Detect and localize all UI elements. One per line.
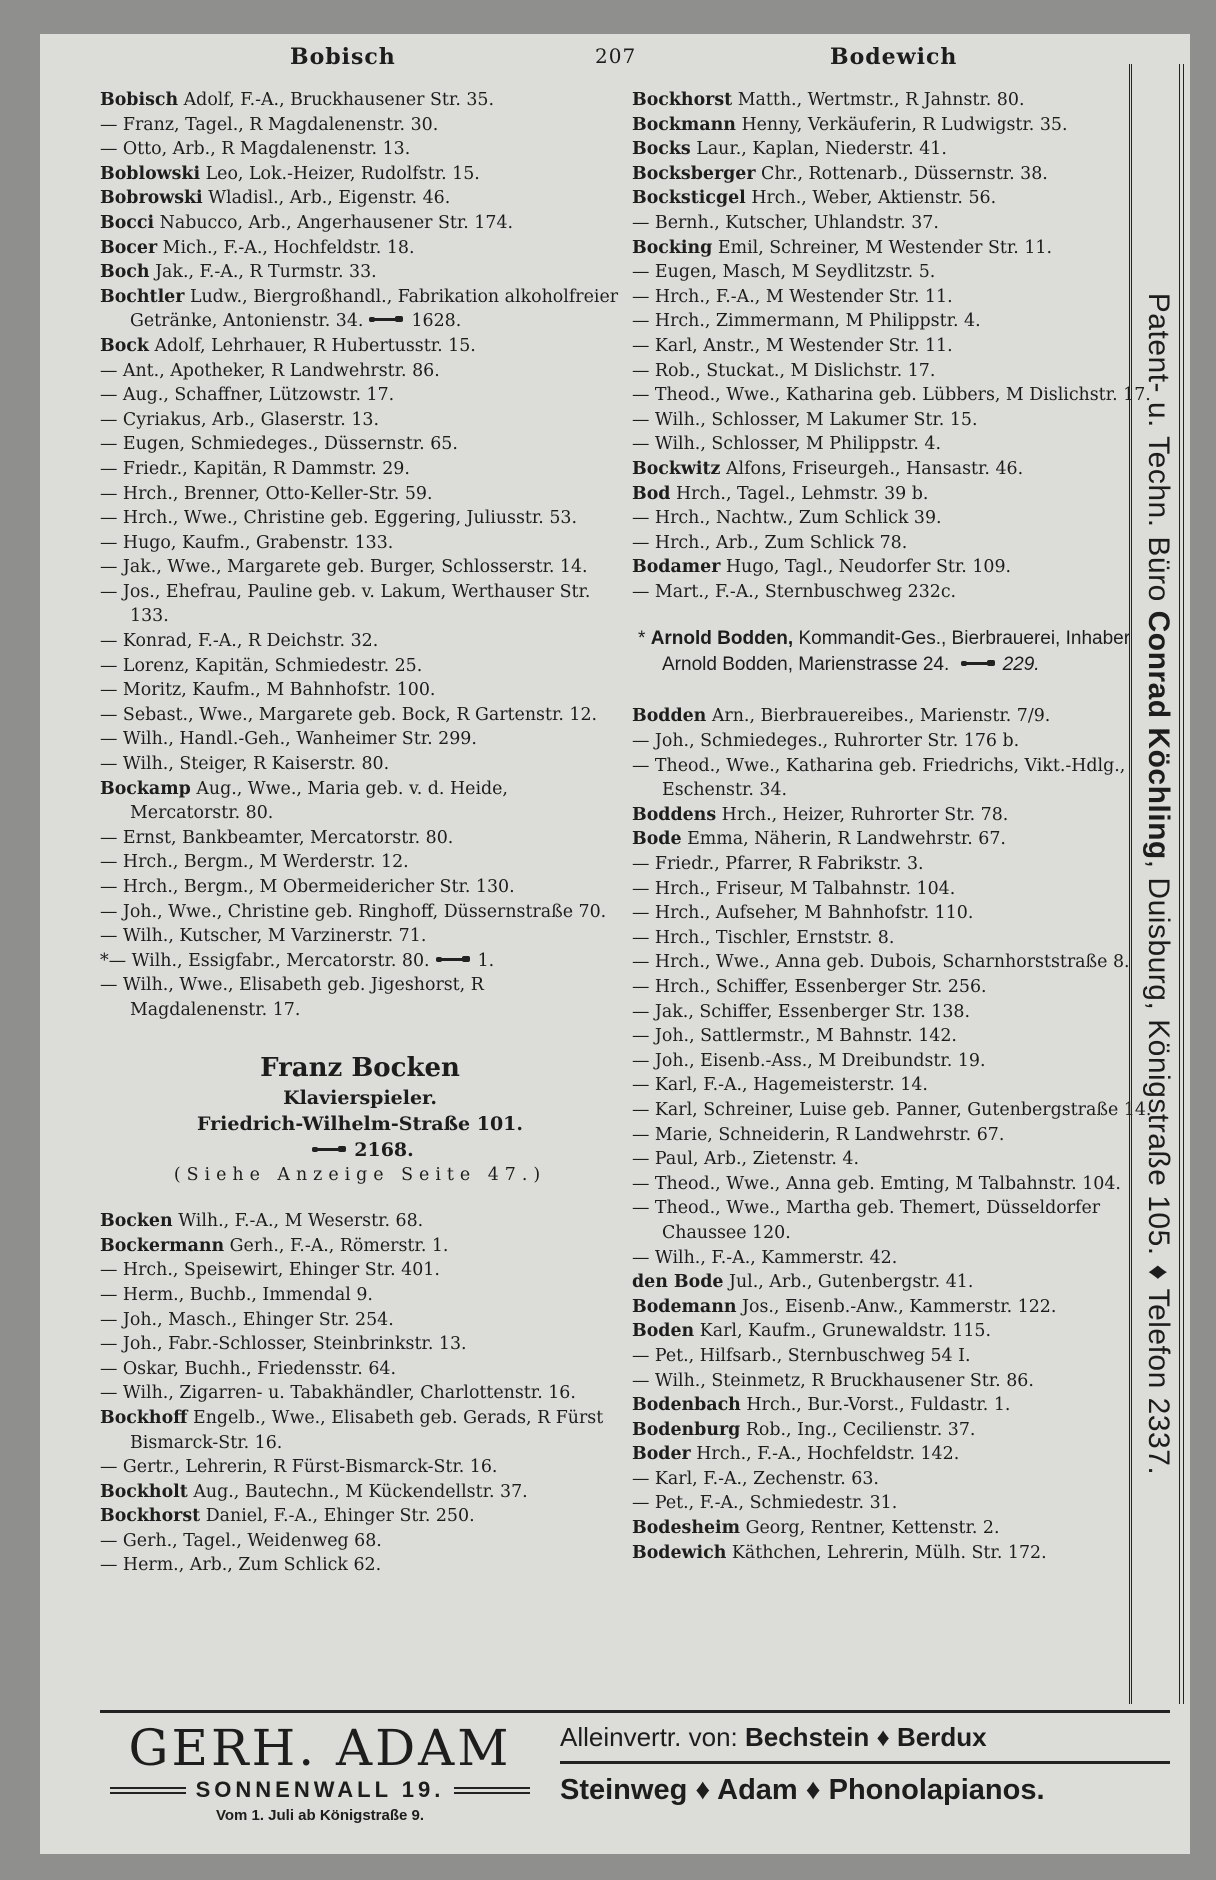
telephone-icon [312, 1144, 348, 1154]
footer-line1-prefix: Alleinvertr. von: [560, 1722, 738, 1752]
footer-company: GERH. ADAM [128, 1719, 512, 1777]
footer-divider [560, 1761, 1170, 1764]
entry-details: — Eugen, Masch, M Seydlitzstr. 5. [632, 262, 936, 283]
entry-details: Hrch., Heizer, Ruhrorter Str. 78. [721, 804, 1009, 825]
entry-surname: Bockwitz [632, 458, 721, 479]
entry-surname: Bod [632, 483, 671, 504]
entry-details: Jul., Arb., Gutenbergstr. 41. [728, 1272, 974, 1293]
entry-surname: Boddens [632, 804, 717, 825]
directory-entry [632, 309, 1152, 334]
directory-entry [632, 827, 1152, 852]
directory-entry [100, 334, 620, 359]
banner-rule [1179, 64, 1184, 1704]
entry-details: — Theod., Wwe., Anna geb. Emting, M Talbahnstr. 104. [632, 1173, 1121, 1194]
entry-details: Engelb., Wwe., Elisabeth geb. Gerads, R Fürst Bismarck-Str. 16. [130, 1407, 604, 1453]
entry-surname: Bode [632, 829, 682, 850]
entry-details: — Joh., Eisenb.-Ass., M Dreibundstr. 19. [632, 1050, 986, 1071]
directory-entry [100, 654, 620, 679]
entry-details: — Joh., Wwe., Christine geb. Ringhoff, Düssernstraße 70. [100, 901, 607, 922]
directory-entry [632, 88, 1152, 113]
left-column [100, 88, 620, 1578]
entry-details: — Ernst, Bankbeamter, Mercatorstr. 80. [100, 827, 454, 848]
entry-phone: 1. [477, 950, 495, 971]
directory-entry [100, 137, 620, 162]
directory-entry [100, 1480, 620, 1505]
entry-details: — Herm., Buchb., Immendal 9. [100, 1284, 373, 1305]
entry-surname: Bocer [100, 237, 158, 258]
directory-entry [100, 506, 620, 531]
entry-details: — Gerh., Tagel., Weidenweg 68. [100, 1530, 382, 1551]
directory-entry [100, 88, 620, 113]
entry-surname: Bobisch [100, 90, 179, 110]
directory-entry [632, 1516, 1152, 1541]
directory-entry [632, 359, 1152, 384]
entry-details: Alfons, Friseurgeh., Hansastr. 46. [725, 458, 1024, 479]
entry-surname: Bockmann [632, 114, 736, 135]
entry-details: — Pet., Hilfsarb., Sternbuschweg 54 I. [632, 1345, 971, 1366]
entry-details: Käthchen, Lehrerin, Mülh. Str. 172. [731, 1542, 1047, 1563]
entry-details: — Jak., Schiffer, Essenberger Str. 138. [632, 1001, 971, 1022]
ad-note: (Siehe Anzeige Seite 47.) [173, 1164, 547, 1185]
directory-entry [632, 1491, 1152, 1516]
directory-entry [632, 1467, 1152, 1492]
entry-details: Adolf, F.-A., Bruckhausener Str. 35. [183, 90, 495, 110]
entry-details: Ludw., Biergroßhandl., Fabrikation alkoholfreier Getränke, Antonienstr. 34. [130, 286, 619, 332]
directory-entry [100, 383, 620, 408]
footer-address-line [110, 1777, 530, 1803]
entry-details: — Hrch., Wwe., Christine geb. Eggering, Juliusstr. 53. [100, 508, 578, 529]
entry-surname: Bodesheim [632, 1518, 741, 1539]
entry-details: — Konrad, F.-A., R Deichstr. 32. [100, 631, 379, 652]
directory-entry [100, 457, 620, 482]
entry-details: Rob., Ing., Cecilienstr. 37. [745, 1419, 976, 1440]
directory-entry [632, 1000, 1152, 1025]
directory-entry [632, 1319, 1152, 1344]
entry-surname: Bodden [632, 706, 707, 727]
directory-entry [100, 1406, 620, 1455]
directory-entry [632, 1098, 1152, 1123]
entry-surname: Bodenburg [632, 1419, 741, 1440]
entry-details: — Sebast., Wwe., Margarete geb. Bock, R Gartenstr. 12. [100, 704, 598, 725]
entry-details: — Mart., F.-A., Sternbuschweg 232c. [632, 581, 957, 602]
ad-name: Franz Bocken [260, 1052, 460, 1083]
entry-surname: Bockhoff [100, 1407, 188, 1428]
entry-details: — Paul, Arb., Zietenstr. 4. [632, 1149, 859, 1170]
directory-page [40, 34, 1190, 1854]
entry-details: Karl, Kaufm., Grunewaldstr. 115. [699, 1321, 992, 1342]
entry-details: *— Wilh., Essigfabr., Mercatorstr. 80. [100, 950, 430, 971]
directory-entry [100, 1332, 620, 1357]
entry-details: — Lorenz, Kapitän, Schmiedestr. 25. [100, 655, 423, 676]
left-entries [100, 88, 620, 1023]
entry-surname: Boder [632, 1444, 691, 1465]
entry-details: — Eugen, Schmiedeges., Düssernstr. 65. [100, 434, 458, 455]
directory-entry [632, 1147, 1152, 1172]
directory-entry [100, 211, 620, 236]
directory-entry [100, 900, 620, 925]
footer-address: SONNENWALL 19. [195, 1777, 445, 1802]
directory-entry [632, 113, 1152, 138]
entry-surname: Boden [632, 1321, 695, 1342]
entry-details: Aug., Wwe., Maria geb. v. d. Heide, Mercatorstr. 80. [130, 778, 508, 824]
entry-details: — Ant., Apotheker, R Landwehrstr. 86. [100, 360, 440, 381]
entry-details: — Wilh., Kutscher, M Varzinerstr. 71. [100, 926, 427, 947]
entry-details: — Hrch., Tischler, Ernststr. 8. [632, 927, 895, 948]
directory-entry [632, 260, 1152, 285]
entry-details: — Hrch., Brenner, Otto-Keller-Str. 59. [100, 483, 433, 504]
directory-entry [100, 1308, 620, 1333]
entry-details: — Franz, Tagel., R Magdalenenstr. 30. [100, 114, 439, 135]
directory-entry [632, 1123, 1152, 1148]
right-column [632, 88, 1152, 1565]
entry-details: — Hrch., Aufseher, M Bahnhofstr. 110. [632, 903, 974, 924]
entry-details: — Hrch., Friseur, M Talbahnstr. 104. [632, 878, 956, 899]
entry-details: — Hrch., Schiffer, Essenberger Str. 256. [632, 977, 987, 997]
entry-surname: Bochtler [100, 286, 185, 307]
directory-entry [100, 826, 620, 851]
directory-entry [100, 1455, 620, 1480]
entry-details: — Gertr., Lehrerin, R Fürst-Bismarck-Str. 16. [100, 1457, 498, 1478]
footer-moving-notice: Vom 1. Juli ab Königstraße 9. [215, 1807, 425, 1824]
directory-entry [100, 1209, 620, 1234]
entry-details: — Wilh., F.-A., Kammerstr. 42. [632, 1247, 898, 1268]
entry-surname: Bockamp [100, 778, 191, 799]
directory-entry [632, 1344, 1152, 1369]
footer-line1 [560, 1719, 1170, 1755]
entry-surname: Bodenbach [632, 1395, 741, 1416]
entry-details: — Wilh., Schlosser, M Philippstr. 4. [632, 434, 942, 455]
directory-entry [632, 852, 1152, 877]
entry-details: — Pet., F.-A., Schmiedestr. 31. [632, 1493, 898, 1514]
directory-entry [100, 678, 620, 703]
entry-details: Nabucco, Arb., Angerhausener Str. 174. [159, 212, 514, 233]
entry-details: — Herm., Arb., Zum Schlick 62. [100, 1555, 382, 1576]
directory-entry [100, 1504, 620, 1529]
entry-details: — Jos., Ehefrau, Pauline geb. v. Lakum, Werthauser Str. 133. [100, 581, 591, 627]
entry-details: — Joh., Masch., Ehinger Str. 254. [100, 1309, 394, 1330]
entry-surname: Bockholt [100, 1481, 188, 1502]
directory-entry [100, 1553, 620, 1578]
header-right-keyword: Bodewich [830, 44, 958, 70]
directory-entry [632, 580, 1152, 605]
entry-details: Arn., Bierbrauereibes., Marienstr. 7/9. [711, 706, 1051, 727]
entry-details: Jak., F.-A., R Turmstr. 33. [155, 262, 377, 283]
footer-rule-right [454, 1787, 530, 1794]
entry-details: Wladisl., Arb., Eigenstr. 46. [208, 188, 451, 209]
entry-details: — Hrch., Nachtw., Zum Schlick 39. [632, 508, 942, 529]
ad-phone: 2168. [354, 1138, 414, 1161]
banner-part3: , Duisburg, Königstraße 105. ♦ Telefon 2337. [1142, 859, 1175, 1476]
directory-entry [632, 383, 1152, 408]
entry-details: — Karl, F.-A., Hagemeisterstr. 14. [632, 1075, 928, 1096]
entry-details: — Joh., Fabr.-Schlosser, Steinbrinkstr. 13. [100, 1334, 467, 1355]
entry-surname: Bocksberger [632, 163, 756, 184]
directory-entry [100, 973, 620, 1022]
directory-entry [632, 506, 1152, 531]
directory-entry [100, 531, 620, 556]
directory-entry [632, 555, 1152, 580]
entry-surname: Bockhorst [632, 90, 733, 110]
entry-surname: Boch [100, 262, 150, 283]
entry-details: — Hrch., Arb., Zum Schlick 78. [632, 532, 908, 553]
banner-text [1141, 293, 1175, 1475]
directory-entry [632, 211, 1152, 236]
directory-entry [632, 285, 1152, 310]
entry-details: — Wilh., Handl.-Geh., Wanheimer Str. 299. [100, 729, 477, 750]
entry-details: — Marie, Schneiderin, R Landwehrstr. 67. [632, 1124, 1005, 1145]
footer-line1-brands: Bechstein ♦ Berdux [744, 1722, 987, 1752]
directory-entry [100, 850, 620, 875]
entry-surname: Bocci [100, 212, 155, 233]
directory-entry [100, 408, 620, 433]
ad-bodden-prefix: * [638, 628, 651, 650]
telephone-icon [961, 658, 997, 668]
entry-details: — Friedr., Pfarrer, R Fabrikstr. 3. [632, 854, 924, 875]
directory-entry [632, 950, 1152, 975]
directory-entry [100, 580, 620, 629]
directory-entry [632, 162, 1152, 187]
telephone-icon [369, 314, 405, 324]
entry-surname: Boblowski [100, 163, 201, 184]
entry-details: Mich., F.-A., Hochfeldstr. 18. [162, 237, 415, 258]
directory-entry [100, 236, 620, 261]
directory-entry [632, 408, 1152, 433]
footer-advertisement [100, 1710, 1170, 1833]
directory-entry [100, 1283, 620, 1308]
entry-surname: Bodewich [632, 1542, 727, 1563]
entry-details: Daniel, F.-A., Ehinger Str. 250. [205, 1506, 475, 1527]
ad-bodden-name: Arnold Bodden, [650, 628, 794, 650]
directory-entry [632, 236, 1152, 261]
entry-details: Jos., Eisenb.-Anw., Kammerstr. 122. [742, 1296, 1057, 1317]
directory-entry [100, 875, 620, 900]
directory-entry [632, 482, 1152, 507]
entry-details: — Karl, Schreiner, Luise geb. Panner, Gutenbergstraße 14. [632, 1099, 1152, 1120]
directory-entry [632, 1073, 1152, 1098]
entry-details: — Joh., Schmiedeges., Ruhrorter Str. 176 b. [632, 731, 1020, 752]
directory-entry [632, 975, 1152, 1000]
entry-surname: Bockermann [100, 1235, 225, 1256]
directory-entry [632, 729, 1152, 754]
directory-entry [632, 334, 1152, 359]
entry-details: Hrch., Tagel., Lehmstr. 39 b. [676, 483, 929, 504]
directory-entry [100, 703, 620, 728]
entry-details: — Jak., Wwe., Margarete geb. Burger, Schlosserstr. 14. [100, 557, 588, 578]
entry-details: — Wilh., Steiger, R Kaiserstr. 80. [100, 754, 390, 775]
entry-details: — Cyriakus, Arb., Glaserstr. 13. [100, 409, 379, 430]
entry-details: — Karl, Anstr., M Westender Str. 11. [632, 335, 953, 356]
entry-details: Hugo, Tagl., Neudorfer Str. 109. [725, 557, 1012, 578]
entry-surname: Bocking [632, 237, 713, 258]
entry-surname: Bock [100, 335, 149, 356]
directory-entry [100, 924, 620, 949]
entry-surname: Bocks [632, 139, 691, 160]
directory-entry [632, 1270, 1152, 1295]
entry-details: — Hrch., F.-A., M Westender Str. 11. [632, 286, 953, 307]
entry-details: Georg, Rentner, Kettenstr. 2. [745, 1518, 1000, 1539]
entry-surname: Bocksticgel [632, 188, 746, 209]
entry-details: Hrch., F.-A., Hochfeldstr. 142. [696, 1444, 960, 1465]
ad-profession: Klavierspieler. [283, 1086, 437, 1109]
directory-entry [632, 926, 1152, 951]
directory-entry [632, 1295, 1152, 1320]
entry-details: — Wilh., Steinmetz, R Bruckhausener Str. 86. [632, 1370, 1034, 1391]
directory-entry [632, 1393, 1152, 1418]
directory-entry [632, 1049, 1152, 1074]
directory-entry [100, 555, 620, 580]
directory-entry [632, 186, 1152, 211]
entry-details: Hrch., Weber, Aktienstr. 56. [751, 188, 997, 209]
directory-entry [632, 1369, 1152, 1394]
footer-line2: Steinweg ♦ Adam ♦ Phonolapianos. [560, 1774, 1045, 1806]
directory-entry [100, 1258, 620, 1283]
entry-details: Aug., Bautechn., M Kückendellstr. 37. [193, 1481, 528, 1502]
entry-details: — Theod., Wwe., Katharina geb. Lübbers, M Dislichstr. 17. [632, 385, 1151, 406]
ad-address: Friedrich-Wilhelm-Straße 101. [197, 1112, 523, 1135]
directory-entry [100, 432, 620, 457]
entry-details: Laur., Kaplan, Niederstr. 41. [696, 139, 947, 160]
directory-entry [100, 359, 620, 384]
ad-phone-line [100, 1137, 620, 1163]
entry-details: — Aug., Schaffner, Lützowstr. 17. [100, 385, 395, 406]
directory-entry [632, 1024, 1152, 1049]
entry-details: — Otto, Arb., R Magdalenenstr. 13. [100, 139, 411, 160]
directory-entry [632, 1196, 1152, 1245]
directory-entry [100, 1234, 620, 1259]
banner-part1: Patent- u. Techn. Büro [1142, 292, 1175, 611]
entry-details: Emma, Näherin, R Landwehrstr. 67. [687, 829, 1006, 850]
entry-details: — Friedr., Kapitän, R Dammstr. 29. [100, 458, 410, 479]
entry-details: — Rob., Stuckat., M Dislichstr. 17. [632, 360, 936, 381]
entry-details: Henny, Verkäuferin, R Ludwigstr. 35. [741, 114, 1068, 135]
page-number: 207 [595, 44, 637, 68]
entry-details: Chr., Rottenarb., Düssernstr. 38. [761, 163, 1048, 184]
entry-details: — Hrch., Bergm., M Obermeidericher Str. 130. [100, 877, 515, 897]
directory-entry [100, 629, 620, 654]
telephone-icon [436, 954, 472, 964]
directory-entry [100, 752, 620, 777]
entry-details: — Wilh., Wwe., Elisabeth geb. Jigeshorst, R Magdalenenstr. 17. [100, 975, 484, 1020]
directory-entry [632, 1442, 1152, 1467]
entry-details: — Hugo, Kaufm., Grabenstr. 133. [100, 532, 394, 553]
directory-entry [100, 260, 620, 285]
entry-details: — Bernh., Kutscher, Uhlandstr. 37. [632, 212, 939, 233]
directory-entry [100, 482, 620, 507]
entry-details: — Karl, F.-A., Zechenstr. 63. [632, 1468, 879, 1489]
entry-details: Emil, Schreiner, M Westender Str. 11. [717, 237, 1052, 258]
entry-details: Leo, Lok.-Heizer, Rudolfstr. 15. [205, 163, 480, 184]
directory-entry [632, 1172, 1152, 1197]
entry-phone: 1628. [411, 311, 462, 332]
ad-bodden-text: Kommandit-Ges., Bierbrauerei, Inhaber Arnold Bodden, Marienstrasse 24. [662, 628, 1131, 676]
entry-details: — Hrch., Wwe., Anna geb. Dubois, Scharnhorststraße 8. [632, 952, 1130, 973]
entry-details: Matth., Wertmstr., R Jahnstr. 80. [737, 90, 1025, 110]
directory-entry [632, 137, 1152, 162]
footer-right [560, 1719, 1170, 1810]
ad-bodden-phone: 229. [1002, 654, 1040, 676]
left-entries-after [100, 1209, 620, 1578]
directory-entry [100, 1529, 620, 1554]
directory-entry [100, 777, 620, 826]
right-entries-after [632, 704, 1152, 1565]
right-entries [632, 88, 1152, 604]
directory-entry [100, 186, 620, 211]
entry-details: — Hrch., Zimmermann, M Philippstr. 4. [632, 311, 981, 332]
entry-surname: Bobrowski [100, 188, 203, 209]
directory-entry [632, 432, 1152, 457]
entry-details: — Wilh., Zigarren- u. Tabakhändler, Charlottenstr. 16. [100, 1383, 576, 1404]
entry-details: Wilh., F.-A., M Weserstr. 68. [178, 1211, 424, 1232]
directory-entry [632, 457, 1152, 482]
entry-details: — Oskar, Buchh., Friedensstr. 64. [100, 1358, 396, 1379]
advertisement-franz-bocken [100, 1051, 620, 1188]
entry-surname: Bodamer [632, 557, 721, 578]
entry-details: Adolf, Lehrhauer, R Hubertusstr. 15. [154, 335, 476, 356]
directory-entry [632, 531, 1152, 556]
entry-details: — Hrch., Speisewirt, Ehinger Str. 401. [100, 1260, 440, 1281]
footer-left [110, 1719, 530, 1824]
directory-entry [632, 704, 1152, 729]
entry-details: — Moritz, Kaufm., M Bahnhofstr. 100. [100, 680, 436, 701]
header-left-keyword: Bobisch [290, 44, 396, 70]
directory-entry [100, 1357, 620, 1382]
entry-surname: Bockhorst [100, 1506, 201, 1527]
advertisement-arnold-bodden [632, 626, 1152, 678]
directory-entry [100, 113, 620, 138]
directory-entry [632, 803, 1152, 828]
directory-entry [100, 1381, 620, 1406]
entry-details: Hrch., Bur.-Vorst., Fuldastr. 1. [746, 1395, 1011, 1416]
banner-part2: Conrad Köchling [1142, 610, 1175, 860]
entry-details: — Theod., Wwe., Martha geb. Themert, Düsseldorfer Chaussee 120. [632, 1198, 1101, 1243]
entry-details: — Wilh., Schlosser, M Lakumer Str. 15. [632, 409, 978, 430]
entry-surname: Bodemann [632, 1296, 737, 1317]
directory-entry [632, 901, 1152, 926]
entry-details: Gerh., F.-A., Römerstr. 1. [229, 1235, 449, 1256]
entry-details: — Hrch., Bergm., M Werderstr. 12. [100, 852, 409, 873]
side-advertisement-banner [1129, 64, 1184, 1704]
footer-rule-left [110, 1787, 186, 1794]
entry-surname: Bocken [100, 1211, 173, 1232]
directory-entry [632, 877, 1152, 902]
entry-details: — Theod., Wwe., Katharina geb. Friedrichs, Vikt.-Hdlg., Eschenstr. 34. [632, 755, 1126, 801]
directory-entry [100, 727, 620, 752]
directory-entry [632, 754, 1152, 803]
directory-entry [100, 285, 620, 334]
directory-entry [100, 949, 620, 974]
directory-entry [632, 1418, 1152, 1443]
directory-entry [100, 162, 620, 187]
entry-details: — Joh., Sattlermstr., M Bahnstr. 142. [632, 1026, 957, 1047]
directory-entry [632, 1246, 1152, 1271]
entry-surname: den Bode [632, 1272, 724, 1293]
directory-entry [632, 1541, 1152, 1566]
